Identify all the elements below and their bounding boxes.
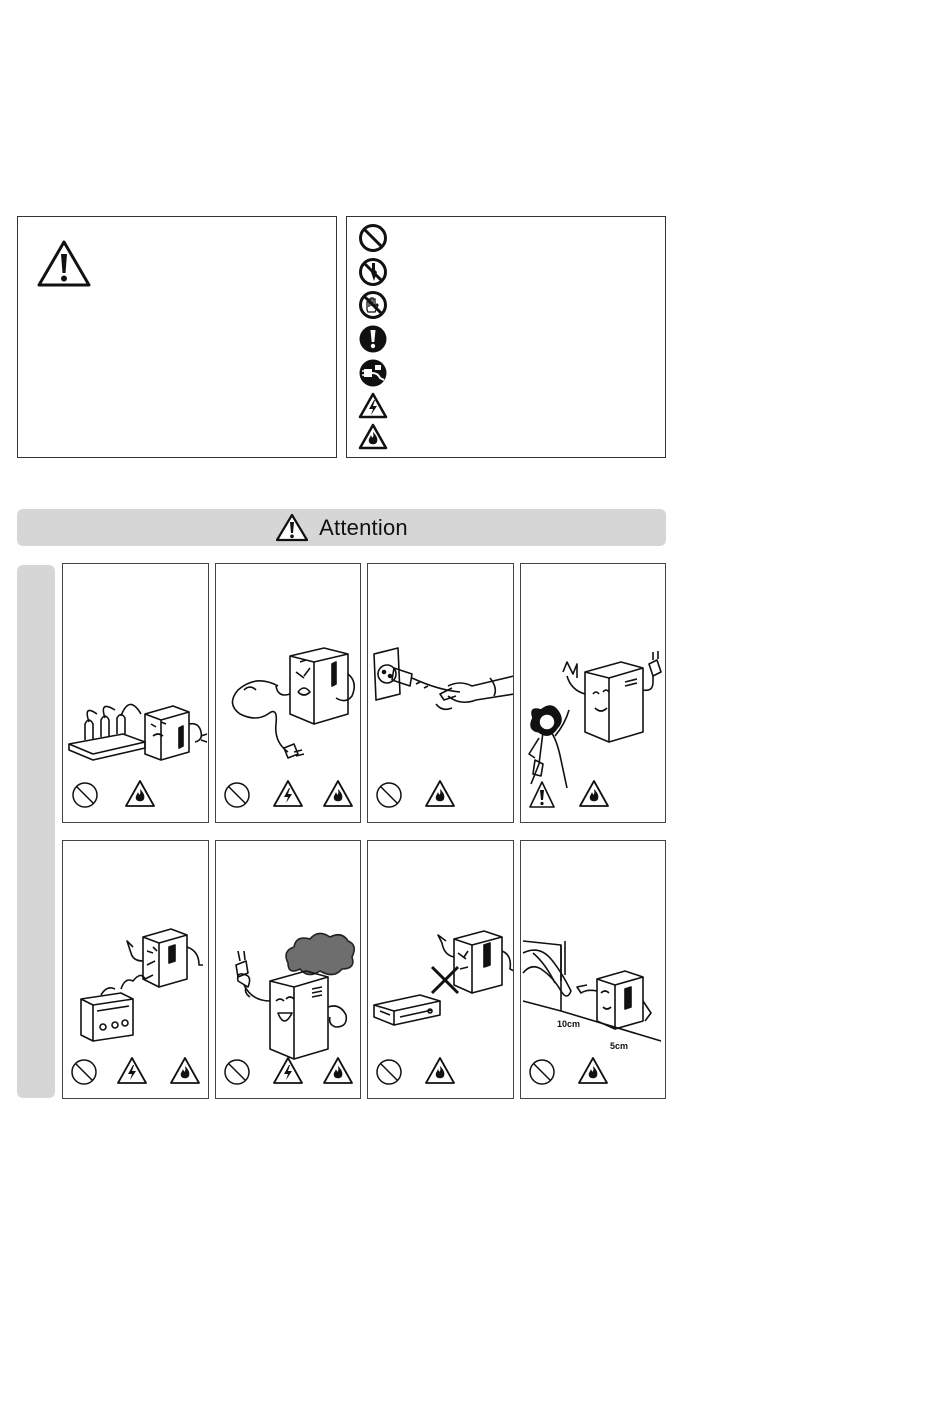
fire-warning-icon bbox=[322, 1056, 354, 1086]
prohibited-icon bbox=[71, 781, 99, 809]
attention-title: Attention bbox=[319, 514, 408, 540]
unplug-icon bbox=[358, 358, 388, 388]
clearance-label-5cm: 5cm bbox=[610, 1041, 629, 1051]
fire-warning-icon bbox=[358, 423, 388, 451]
do-not-disassemble-icon bbox=[358, 257, 388, 287]
panel-unplug-when-unused bbox=[520, 563, 666, 823]
fire-warning-icon bbox=[577, 1056, 609, 1086]
prohibited-icon bbox=[223, 1058, 251, 1086]
prohibited-icon bbox=[70, 1058, 98, 1086]
mandatory-action-icon bbox=[529, 780, 555, 810]
prohibited-icon bbox=[358, 223, 388, 253]
electric-shock-warning-icon bbox=[116, 1056, 148, 1086]
panel-keep-away-from-heater bbox=[62, 840, 209, 1099]
panel-multi-outlet-overload bbox=[62, 563, 209, 823]
mandatory-action-icon bbox=[358, 324, 388, 354]
panel-keep-clearance-from-wall bbox=[520, 840, 666, 1099]
fire-warning-icon bbox=[578, 779, 610, 809]
symbol-legend-box bbox=[346, 216, 666, 458]
electric-shock-warning-icon bbox=[358, 392, 388, 420]
prohibited-icon bbox=[528, 1058, 556, 1086]
fire-warning-icon bbox=[322, 779, 354, 809]
fire-warning-icon bbox=[424, 779, 456, 809]
electric-shock-warning-icon bbox=[272, 779, 304, 809]
panel-pulling-plug-by-cord bbox=[367, 563, 514, 823]
prohibited-icon bbox=[375, 781, 403, 809]
caution-box bbox=[17, 216, 337, 458]
caution-triangle-icon bbox=[36, 239, 92, 289]
fire-warning-icon bbox=[124, 779, 156, 809]
prohibited-icon bbox=[223, 781, 251, 809]
panel-damaged-power-cord bbox=[215, 563, 361, 823]
panel-smoke-unplug-immediately bbox=[215, 840, 361, 1099]
prohibited-icon bbox=[375, 1058, 403, 1086]
electric-shock-warning-icon bbox=[272, 1056, 304, 1086]
side-strip bbox=[17, 565, 55, 1098]
do-not-touch-wet-hands-icon bbox=[358, 290, 388, 320]
fire-warning-icon bbox=[424, 1056, 456, 1086]
clearance-label-10cm: 10cm bbox=[557, 1019, 581, 1029]
caution-triangle-icon bbox=[275, 513, 309, 543]
fire-warning-icon bbox=[169, 1056, 201, 1086]
attention-header bbox=[17, 509, 666, 546]
panel-do-not-place-on-equipment bbox=[367, 840, 514, 1099]
